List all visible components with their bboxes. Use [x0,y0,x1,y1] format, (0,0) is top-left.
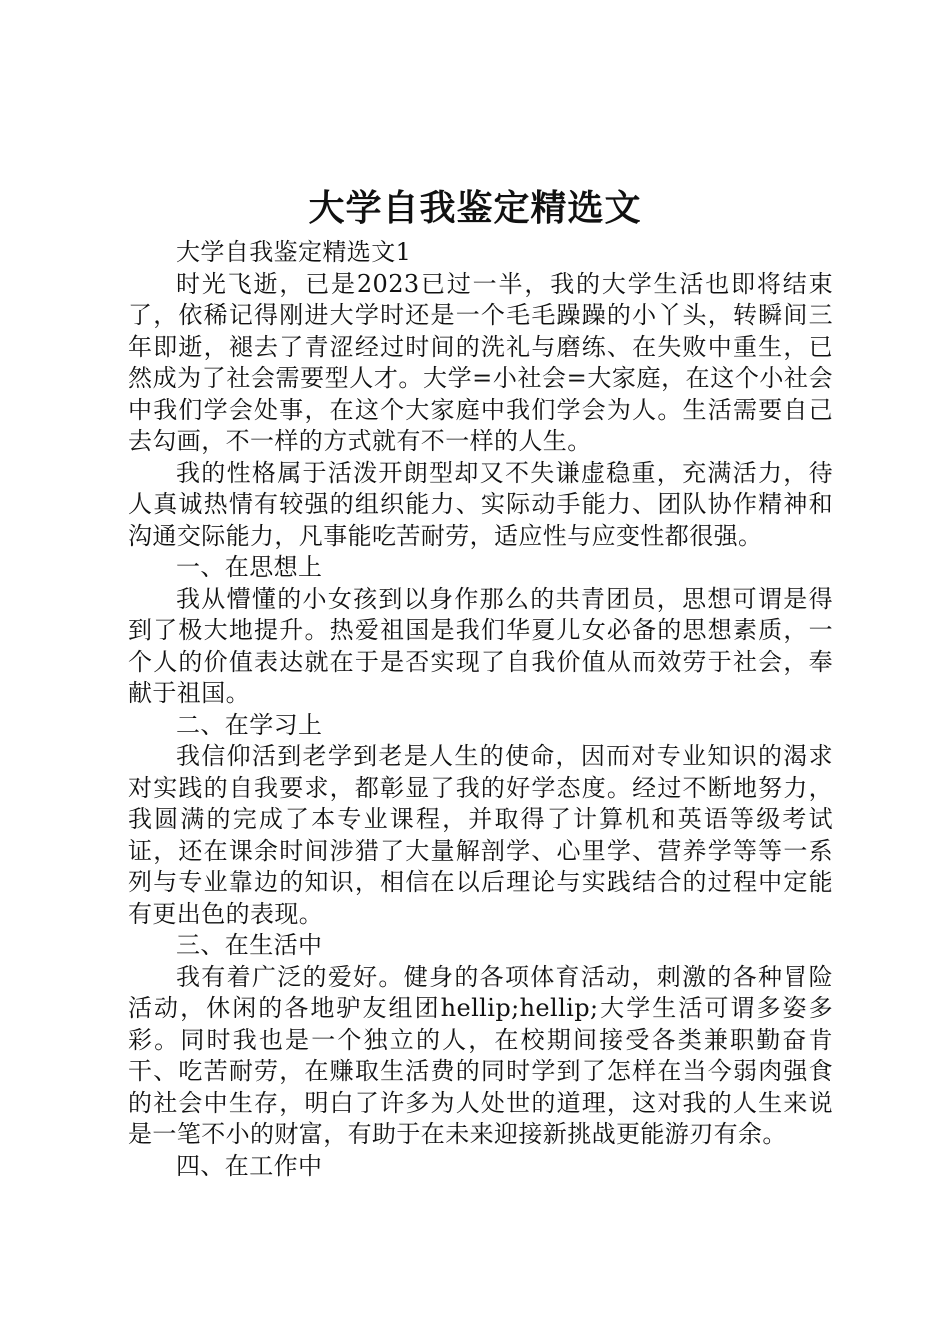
personality-paragraph: 我的性格属于活泼开朗型却又不失谦虚稳重，充满活力，待人真诚热情有较强的组织能力、实际动手能力、团队协作精神和沟通交际能力，凡事能吃苦耐劳，适应性与应变性都很强。 [128,458,833,550]
heading-study: 二、在学习上 [176,710,323,739]
document-title: 大学自我鉴定精选文 [308,187,642,229]
heading-thought: 一、在思想上 [176,553,323,581]
heading-life: 三、在生活中 [176,931,323,959]
study-paragraph: 我信仰活到老学到老是人生的使命，因而对专业知识的渴求对实践的自我要求，都彰显了我的好学态度。经过不断地努力，我圆满的完成了本专业课程，并取得了计算机和英语等级考试证，还在课余时间涉猎了大量解剖学、心里学、营养学等等一系列与专业靠边的知识，相信在以后理论与实践结合的过程中定能有更出色的表现。 [128,742,833,928]
heading-work: 四、在工作中 [176,1151,323,1180]
document-body [128,237,833,1182]
thought-paragraph: 我从懵懂的小女孩到以身作那么的共青团员，思想可谓是得到了极大地提升。热爱祖国是我们华夏儿女必备的思想素质，一个人的价值表达就在于是否实现了自我价值从而效劳于社会，奉献于祖国。 [128,584,833,707]
life-paragraph: 我有着广泛的爱好。健身的各项体育活动，刺激的各种冒险活动，休闲的各地驴友组团hellip;hellip;大学生活可谓多姿多彩。同时我也是一个独立的人，在校期间接受各类兼职勤奋肯干、吃苦耐劳，在赚取生活费的同时学到了怎样在当今弱肉强食的社会中生存，明白了许多为人处世的道理，这对我的人生来说是一笔不小的财富，有助于在未来迎接新挑战更能游刃有余。 [128,962,833,1148]
section-subtitle: 大学自我鉴定精选文1 [176,238,412,266]
intro-paragraph: 时光飞逝，已是2023已过一半，我的大学生活也即将结束了，依稀记得刚进大学时还是一个毛毛躁躁的小丫头，转瞬间三年即逝，褪去了青涩经过时间的洗礼与磨练、在失败中重生，已然成为了社会需要型人才。大学=小社会=大家庭，在这个小社会中我们学会处事，在这个大家庭中我们学会为人。生活需要自己去勾画，不一样的方式就有不一样的人生。 [128,269,833,455]
